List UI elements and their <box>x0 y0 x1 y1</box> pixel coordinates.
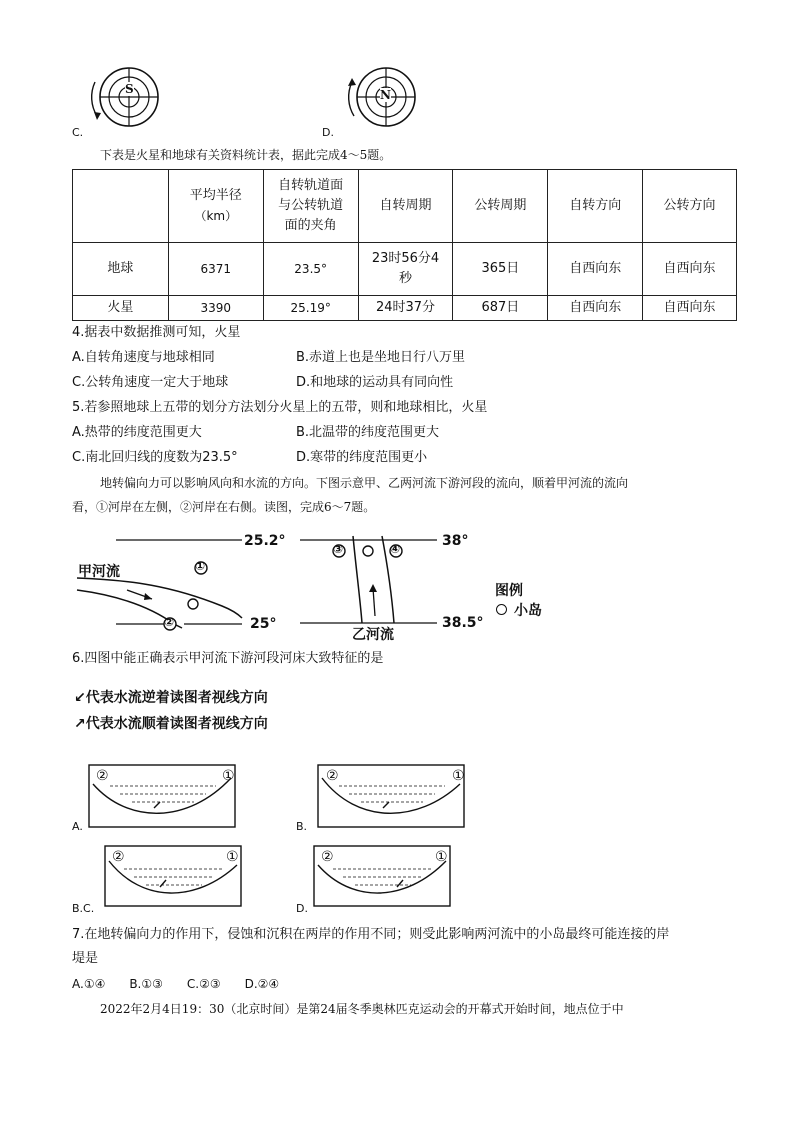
intro-6-7-line1: 地转偏向力可以影响风向和水流的方向。下图示意甲、乙两河流下游河段的流向，顺着甲河流的流向 <box>100 476 629 490</box>
q5-option-b[interactable]: B.北温带的纬度范围更大 <box>296 425 440 440</box>
header-radius <box>168 170 263 243</box>
diagram-d-left-bank: ② <box>321 849 334 865</box>
q4-option-d[interactable]: D.和地球的运动具有同向性 <box>296 375 454 390</box>
q7-stem-line2: 堤是 <box>72 951 99 966</box>
cell-name: 地球 <box>73 243 169 296</box>
lat-38: 38° <box>442 533 469 549</box>
cell-rotation <box>358 243 453 296</box>
q4-option-a[interactable]: A.自转角速度与地球相同 <box>72 350 215 365</box>
riverbed-diagram-d <box>313 845 453 909</box>
intro-4-5: 下表是火星和地球有关资料统计表，据此完成4～5题。 <box>100 148 392 162</box>
q4-option-c[interactable]: C.公转角速度一定大于地球 <box>72 375 229 390</box>
riverbed-diagram-c <box>104 845 244 909</box>
diagram-b-right-bank: ① <box>452 768 465 784</box>
legend-island-label: 小岛 <box>514 603 542 619</box>
legend-against-row <box>74 687 268 707</box>
q6-option-b-label: B. <box>296 820 308 833</box>
q5-option-c[interactable]: C.南北回归线的度数为23.5° <box>72 450 238 465</box>
header-rot-dir: 自转方向 <box>548 170 643 243</box>
header-revolution: 公转周期 <box>453 170 548 243</box>
option-d-label: D. <box>322 126 334 139</box>
lat-38-5: 38.5° <box>442 615 484 631</box>
cell-rev-dir: 自西向东 <box>643 243 737 296</box>
option-c-label: C. <box>72 126 84 139</box>
header-empty <box>73 170 169 243</box>
q6-option-a-label: A. <box>72 820 83 833</box>
diagram-c-right-bank: ① <box>226 849 239 865</box>
legend-along-text: 代表水流顺着读图者视线方向 <box>85 716 268 732</box>
q7-stem-line1: 7.在地转偏向力的作用下，侵蚀和沉积在两岸的作用不同；则受此影响两河流中的小岛最终可能连接的岸 <box>72 927 670 942</box>
diagram-c-left-bank: ② <box>112 849 125 865</box>
diagram-d-right-bank: ① <box>435 849 448 865</box>
q5-option-d[interactable]: D.寒带的纬度范围更小 <box>296 450 428 465</box>
cell-rot-dir: 自西向东 <box>548 243 643 296</box>
bank-1-label: ① <box>195 559 206 573</box>
header-radius-line2: （km） <box>194 209 238 223</box>
header-angle-line3: 面的夹角 <box>284 218 337 233</box>
bank-2-label: ② <box>164 615 175 629</box>
river-yi-label: 乙河流 <box>352 627 394 643</box>
lat-25-2: 25.2° <box>244 533 286 549</box>
q5-stem: 5.若参照地球上五带的划分方法划分火星上的五带，则和地球相比，火星 <box>72 400 488 415</box>
cell-angle: 23.5° <box>263 243 358 296</box>
cell-rot-dir: 自西向东 <box>548 296 643 321</box>
arrow-up-right-icon: ↗ <box>74 716 86 732</box>
cell-name: 火星 <box>73 296 169 321</box>
legend-along-row <box>74 713 268 733</box>
cell-rev-dir: 自西向东 <box>643 296 737 321</box>
island-legend-icon <box>496 604 507 615</box>
table-row <box>73 296 737 321</box>
table-header-row <box>73 170 737 243</box>
header-angle <box>263 170 358 243</box>
arrow-down-left-icon: ↙ <box>74 690 86 706</box>
cell-radius: 3390 <box>168 296 263 321</box>
diagram-b-left-bank: ② <box>326 768 339 784</box>
cell-rotation: 24时37分 <box>358 296 453 321</box>
header-rotation: 自转周期 <box>358 170 453 243</box>
header-angle-line2: 与公转轨道 <box>278 198 344 213</box>
cell-revolution: 365日 <box>453 243 548 296</box>
pole-label-s: S <box>125 82 134 96</box>
q6-option-c-label: B.C. <box>72 902 95 915</box>
q4-stem: 4.据表中数据推测可知，火星 <box>72 325 241 340</box>
cell-revolution: 687日 <box>453 296 548 321</box>
legend-against-text: 代表水流逆着读图者视线方向 <box>85 690 268 706</box>
intro-6-7-line2: 看，①河岸在左侧，②河岸在右侧。读图，完成6～7题。 <box>72 500 376 514</box>
diagram-a-right-bank: ① <box>222 768 235 784</box>
q4-option-b[interactable]: B.赤道上也是坐地日行八万里 <box>296 350 466 365</box>
q8-intro: 2022年2月4日19：30（北京时间）是第24届冬季奥林匹克运动会的开幕式开始时间，地点位于中 <box>100 1002 624 1016</box>
header-angle-line1: 自转轨道面 <box>278 178 344 193</box>
q7-options[interactable]: A.①④ B.①③ C.②③ D.②④ <box>72 977 280 991</box>
polar-diagram-south <box>85 64 170 136</box>
riverbed-diagram-b <box>317 764 467 830</box>
riverbed-diagram-a <box>88 764 238 830</box>
legend-title: 图例 <box>495 583 523 599</box>
lat-25: 25° <box>250 616 277 632</box>
header-radius-line1: 平均半径 <box>189 188 242 203</box>
q6-option-d-label: D. <box>296 902 308 915</box>
header-rev-dir: 公转方向 <box>643 170 737 243</box>
q6-stem: 6.四图中能正确表示甲河流下游河段河床大致特征的是 <box>72 651 384 666</box>
bank-3-label: ③ <box>333 542 344 556</box>
mars-earth-table <box>72 169 737 321</box>
cell-rotation-line2: 秒 <box>399 271 413 286</box>
pole-label-n: N <box>380 88 391 102</box>
diagram-a-left-bank: ② <box>96 768 109 784</box>
q5-option-a[interactable]: A.热带的纬度范围更大 <box>72 425 202 440</box>
bank-4-label: ④ <box>390 542 401 556</box>
cell-radius: 6371 <box>168 243 263 296</box>
river-jia-label: 甲河流 <box>78 564 120 580</box>
cell-rotation-line1: 23时56分4 <box>371 251 440 266</box>
cell-angle: 25.19° <box>263 296 358 321</box>
table-row <box>73 243 737 296</box>
